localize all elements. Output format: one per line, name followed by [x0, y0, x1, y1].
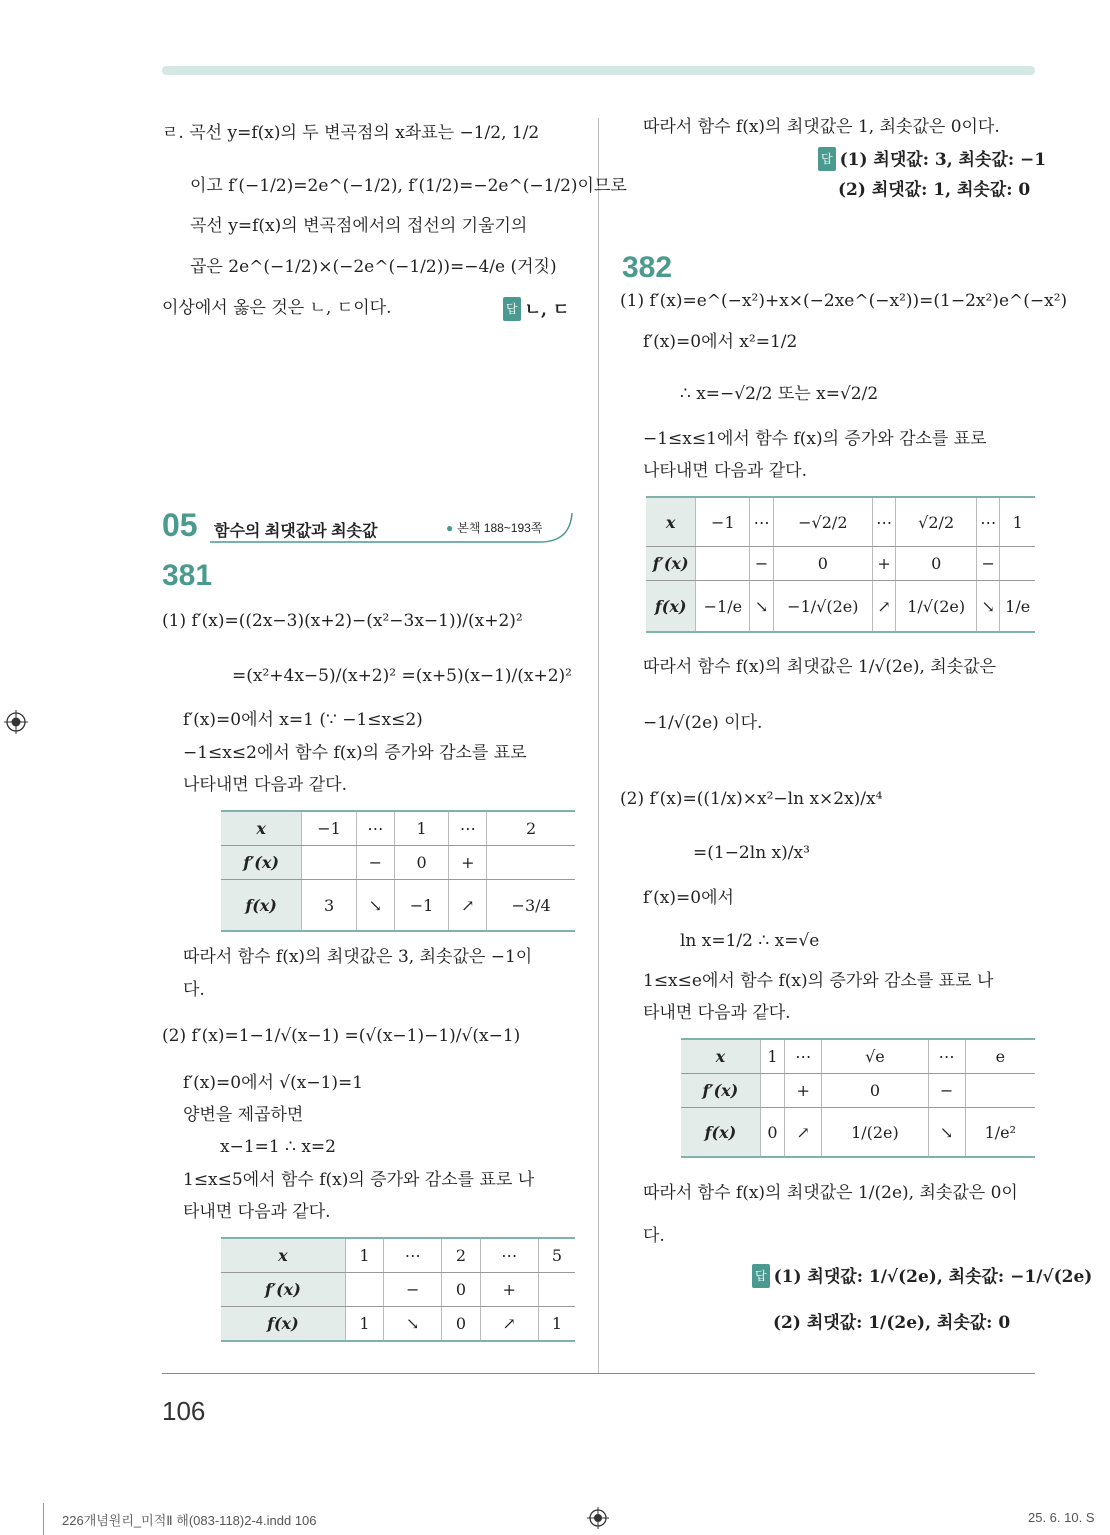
table-cell: +	[872, 547, 895, 581]
table-cell: ⋯	[480, 1238, 538, 1273]
p381-line-11: x−1=1 ∴ x=2	[220, 1137, 336, 1157]
table-row	[681, 1039, 1035, 1074]
footer-date: 25. 6. 10. S	[1028, 1510, 1095, 1525]
table-cell: ↘	[928, 1108, 965, 1158]
p382-answer-1	[752, 1264, 1092, 1288]
table-cell: 0	[773, 547, 872, 581]
footer-file: 226개념원리_미적Ⅱ 해(083-118)2-4.indd 106	[62, 1513, 317, 1528]
table-cell: e	[965, 1039, 1035, 1074]
table-cell: ⋯	[750, 497, 773, 547]
table-cell: 1	[760, 1039, 784, 1074]
p381-line-8: (2) f′(x)=1−1/√(x−1) =(√(x−1)−1)/√(x−1)	[162, 1026, 521, 1046]
table-cell: 2	[442, 1238, 480, 1273]
p382-line-7: −1/√(2e) 이다.	[643, 713, 763, 733]
p382-line-11: ln x=1/2 ∴ x=√e	[680, 931, 820, 951]
table-cell: −1	[302, 811, 357, 846]
table-cell	[538, 1273, 575, 1307]
table-row-header: x	[646, 497, 696, 547]
bottom-rule	[162, 1373, 1035, 1374]
table-row-header: x	[221, 1238, 345, 1273]
right-line-1: 따라서 함수 f(x)의 최댓값은 1, 최솟값은 0이다.	[643, 117, 1000, 137]
answer-text: (1) 최댓값: 3, 최솟값: −1	[839, 150, 1047, 170]
table-cell: ⋯	[928, 1039, 965, 1074]
table-cell: +	[785, 1074, 822, 1108]
problem-381-number: 381	[162, 559, 213, 592]
p382-line-5: 나타내면 다음과 같다.	[643, 461, 808, 481]
table-cell: ↗	[449, 880, 487, 932]
right-answer-1	[818, 147, 1046, 171]
table-row	[646, 497, 1035, 547]
table-cell: ↗	[480, 1307, 538, 1342]
table-cell: 0	[442, 1273, 480, 1307]
table-row-header: f(x)	[221, 1307, 345, 1342]
table-cell: ⋯	[977, 497, 1000, 547]
p381-table-2	[221, 1237, 575, 1342]
table-cell: 1	[538, 1307, 575, 1342]
table-cell	[302, 846, 357, 880]
table-cell: ↘	[750, 581, 773, 633]
table-cell	[1000, 547, 1035, 581]
table-row-header: f(x)	[681, 1108, 760, 1158]
table-cell: −1/√(2e)	[773, 581, 872, 633]
table-cell: ⋯	[356, 811, 394, 846]
table-cell: −1	[394, 880, 449, 932]
p382-line-13: 타내면 다음과 같다.	[643, 1003, 791, 1023]
table-cell: ↘	[977, 581, 1000, 633]
table-cell	[487, 846, 575, 880]
table-cell: 5	[538, 1238, 575, 1273]
p381-line-4: −1≤x≤2에서 함수 f(x)의 증가와 감소를 표로	[183, 743, 527, 763]
table-cell: −	[750, 547, 773, 581]
table-cell: ⋯	[384, 1238, 442, 1273]
table-cell: 0	[394, 846, 449, 880]
left-line-1: ㄹ. 곡선 y=f(x)의 두 변곡점의 x좌표는 −1/2, 1/2	[162, 123, 540, 143]
table-cell: −	[356, 846, 394, 880]
table-row-header: f(x)	[221, 880, 302, 932]
table-row	[221, 846, 575, 880]
table-cell: 1	[394, 811, 449, 846]
p381-line-7: 다.	[183, 980, 205, 1000]
table-cell: ⋯	[449, 811, 487, 846]
p381-line-6: 따라서 함수 f(x)의 최댓값은 3, 최솟값은 −1이	[183, 947, 533, 967]
table-row-header: x	[221, 811, 302, 846]
p381-line-3: f′(x)=0에서 x=1 (∵ −1≤x≤2)	[183, 710, 423, 730]
table-cell: −3/4	[487, 880, 575, 932]
table-cell: √2/2	[896, 497, 977, 547]
left-line-4: 곱은 2e^(−1/2)×(−2e^(−1/2))=−4/e (거짓)	[190, 257, 557, 277]
table-cell: −√2/2	[773, 497, 872, 547]
p382-answer-2: (2) 최댓값: 1/(2e), 최솟값: 0	[773, 1313, 1011, 1333]
page-number: 106	[162, 1396, 206, 1426]
table-cell: 0	[442, 1307, 480, 1342]
table-cell: 1	[345, 1238, 383, 1273]
top-decoration-bar	[162, 66, 1035, 75]
table-cell: √e	[822, 1039, 928, 1074]
table-cell: 1/√(2e)	[896, 581, 977, 633]
p382-table-1	[646, 496, 1035, 633]
p381-table-1	[221, 810, 575, 932]
p381-line-10: 양변을 제곱하면	[183, 1105, 304, 1125]
table-row	[221, 1307, 575, 1342]
left-line-5: 이상에서 옳은 것은 ㄴ, ㄷ이다.	[162, 298, 392, 318]
table-row	[646, 581, 1035, 633]
p381-line-1: (1) f′(x)=((2x−3)(x+2)−(x²−3x−1))/(x+2)²	[162, 611, 523, 631]
table-row-header: f′(x)	[646, 547, 696, 581]
answer-tag: 답	[503, 297, 521, 321]
p381-line-12: 1≤x≤5에서 함수 f(x)의 증가와 감소를 표로 나	[183, 1170, 535, 1190]
p382-line-9: =(1−2ln x)/x³	[693, 843, 810, 863]
answer-tag: 답	[818, 147, 836, 171]
section-reference	[446, 519, 542, 536]
table-cell	[345, 1273, 383, 1307]
table-cell: 0	[896, 547, 977, 581]
table-cell: ↘	[356, 880, 394, 932]
table-cell: −	[928, 1074, 965, 1108]
footer-line	[43, 1503, 44, 1535]
right-answer-2: (2) 최댓값: 1, 최솟값: 0	[838, 180, 1031, 200]
table-cell: −1/e	[696, 581, 750, 633]
table-cell: 2	[487, 811, 575, 846]
answer-text: (1) 최댓값: 1/√(2e), 최솟값: −1/√(2e)	[773, 1267, 1093, 1287]
table-row-header: f(x)	[646, 581, 696, 633]
answer-text: ㄴ, ㄷ	[524, 300, 570, 320]
table-row	[681, 1108, 1035, 1158]
table-cell: 1/e	[1000, 581, 1035, 633]
p382-line-12: 1≤x≤e에서 함수 f(x)의 증가와 감소를 표로 나	[643, 971, 994, 991]
table-cell: ⋯	[785, 1039, 822, 1074]
p381-line-2: =(x²+4x−5)/(x+2)² =(x+5)(x−1)/(x+2)²	[232, 666, 572, 686]
table-cell	[965, 1074, 1035, 1108]
table-cell: ⋯	[872, 497, 895, 547]
column-divider	[598, 118, 599, 1373]
table-cell: 1/e²	[965, 1108, 1035, 1158]
table-row	[221, 1273, 575, 1307]
table-row	[646, 547, 1035, 581]
p382-line-14: 따라서 함수 f(x)의 최댓값은 1/(2e), 최솟값은 0이	[643, 1183, 1018, 1203]
table-cell: ↘	[384, 1307, 442, 1342]
table-cell: −	[384, 1273, 442, 1307]
p382-line-3: ∴ x=−√2/2 또는 x=√2/2	[680, 384, 879, 404]
p382-line-10: f′(x)=0에서	[643, 888, 734, 908]
table-cell: +	[449, 846, 487, 880]
table-row-header: x	[681, 1039, 760, 1074]
table-cell: 1	[1000, 497, 1035, 547]
p381-line-9: f′(x)=0에서 √(x−1)=1	[183, 1073, 364, 1093]
registration-mark-icon	[4, 710, 28, 734]
p382-line-6: 따라서 함수 f(x)의 최댓값은 1/√(2e), 최솟값은	[643, 657, 996, 677]
table-cell: −1	[696, 497, 750, 547]
table-cell: ↗	[785, 1108, 822, 1158]
table-row	[221, 880, 575, 932]
table-cell: +	[480, 1273, 538, 1307]
p382-line-1: (1) f′(x)=e^(−x²)+x×(−2xe^(−x²))=(1−2x²)e^(−x²)	[620, 291, 1068, 311]
answer-tag: 답	[752, 1264, 770, 1288]
table-cell: 0	[760, 1108, 784, 1158]
left-line-3: 곡선 y=f(x)의 변곡점에서의 접선의 기울기의	[190, 216, 528, 236]
table-cell	[760, 1074, 784, 1108]
table-cell: ↗	[872, 581, 895, 633]
section-number: 05	[162, 507, 198, 543]
p382-line-8: (2) f′(x)=((1/x)×x²−ln x×2x)/x⁴	[620, 789, 883, 809]
bullet-icon: ●	[446, 521, 454, 535]
table-cell: 0	[822, 1074, 928, 1108]
registration-mark-icon	[587, 1507, 609, 1529]
section-ref-text: 본책 188~193쪽	[457, 521, 543, 535]
left-answer	[503, 297, 569, 321]
p381-line-13: 타내면 다음과 같다.	[183, 1202, 331, 1222]
p382-table-2	[681, 1038, 1035, 1158]
p381-line-5: 나타내면 다음과 같다.	[183, 775, 348, 795]
table-cell: 1/(2e)	[822, 1108, 928, 1158]
table-row	[221, 1238, 575, 1273]
p382-line-2: f′(x)=0에서 x²=1/2	[643, 332, 798, 352]
p382-line-15: 다.	[643, 1226, 665, 1246]
table-row-header: f′(x)	[221, 1273, 345, 1307]
table-row	[221, 811, 575, 846]
left-line-2: 이고 f′(−1/2)=2e^(−1/2), f′(1/2)=−2e^(−1/2)이므로	[190, 176, 627, 196]
section-header	[162, 507, 576, 543]
p382-line-4: −1≤x≤1에서 함수 f(x)의 증가와 감소를 표로	[643, 429, 987, 449]
table-cell: 1	[345, 1307, 383, 1342]
problem-382-number: 382	[622, 251, 673, 284]
table-cell	[696, 547, 750, 581]
table-row-header: f′(x)	[221, 846, 302, 880]
table-cell: −	[977, 547, 1000, 581]
table-row-header: f′(x)	[681, 1074, 760, 1108]
section-title: 함수의 최댓값과 최솟값	[214, 523, 378, 540]
table-cell: 3	[302, 880, 357, 932]
table-row	[681, 1074, 1035, 1108]
